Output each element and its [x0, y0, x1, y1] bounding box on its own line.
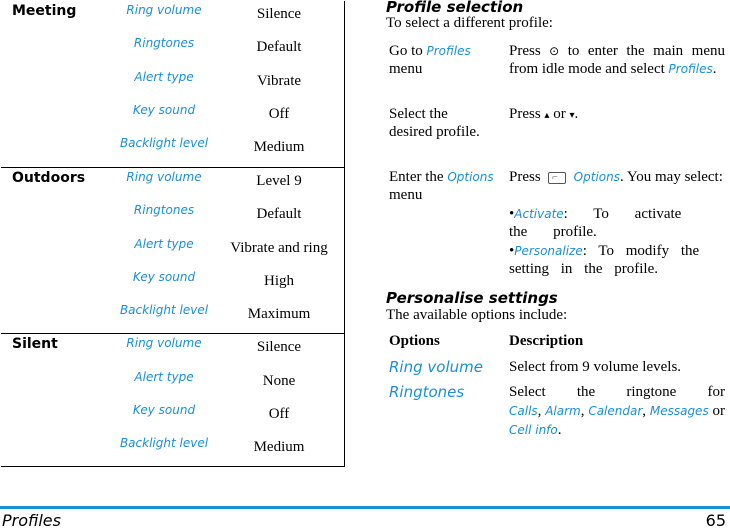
footer-section-title: Profiles — [2, 511, 61, 530]
desc-sep: , — [642, 403, 650, 419]
step-text: Go to — [389, 43, 427, 59]
desc-sep: or — [708, 403, 726, 419]
step-text: menu — [389, 61, 423, 77]
setting-label: Alert type — [134, 70, 194, 84]
action-text: Press — [509, 169, 545, 185]
option-link: Calendar — [588, 404, 643, 418]
setting-label: Ringtones — [133, 36, 195, 50]
setting-value: Maximum — [247, 306, 311, 322]
action-cell — [509, 42, 725, 78]
setting-value: Level 9 — [256, 173, 302, 189]
setting-label: Backlight level — [119, 436, 209, 450]
column-header-description: Description — [509, 333, 584, 349]
profile-group-silent — [1, 333, 345, 466]
step-cell: Select the desired profile. — [389, 106, 480, 140]
option-link: Cell info — [509, 423, 558, 437]
action-cell — [509, 105, 725, 125]
profile-group-meeting — [1, 1, 345, 166]
setting-label: Ring volume — [126, 336, 202, 350]
option-link: Alarm — [545, 404, 581, 418]
action-text: . You may select: — [619, 169, 723, 185]
setting-value: Silence — [256, 339, 302, 355]
setting-label: Alert type — [134, 370, 194, 384]
option-description: Select from 9 volume levels. — [509, 359, 682, 375]
menu-link: Activate — [514, 207, 564, 221]
softkey-glyph: ⌐ — [552, 171, 558, 183]
step-text: Enter the — [389, 169, 448, 185]
setting-label: Alert type — [134, 237, 194, 251]
option-link: Messages — [649, 404, 709, 418]
menu-link: Options — [447, 170, 494, 184]
softkey-icon — [548, 172, 566, 184]
setting-label: Ring volume — [126, 170, 202, 184]
menu-link: Profiles — [668, 62, 713, 76]
setting-value: None — [262, 373, 296, 389]
step-cell — [389, 42, 489, 78]
setting-label: Ringtones — [133, 203, 195, 217]
menu-link: Options — [573, 170, 620, 184]
setting-value: Default — [256, 39, 302, 55]
profile-name: Meeting — [12, 3, 77, 19]
setting-value: Default — [256, 206, 302, 222]
setting-value: Silence — [256, 6, 302, 22]
profile-name: Silent — [12, 336, 58, 352]
ok-key-icon: ⊙ — [549, 44, 560, 58]
step-text: menu — [389, 187, 423, 203]
page-number: 65 — [705, 511, 726, 530]
setting-value: Medium — [253, 139, 305, 155]
bullet-item — [509, 242, 725, 278]
setting-label: Ring volume — [126, 3, 202, 17]
setting-label: Key sound — [132, 403, 196, 417]
action-text: . — [712, 61, 717, 77]
setting-value: Off — [268, 106, 290, 122]
setting-value: Medium — [253, 439, 305, 455]
bullet-dot: • — [509, 206, 515, 222]
profile-name: Outdoors — [12, 170, 86, 186]
up-arrow-icon: ▴ — [544, 110, 550, 121]
action-cell — [509, 168, 725, 186]
option-link: Calls — [509, 404, 538, 418]
desc-text: Select the ringtone for — [509, 384, 725, 400]
menu-link: Profiles — [426, 44, 471, 58]
column-header-options: Options — [389, 333, 440, 349]
menu-link: Personalize — [514, 244, 583, 258]
bullet-dot: • — [509, 243, 515, 259]
action-text: to enter the main menu from idle mode and select — [509, 43, 725, 77]
setting-label: Key sound — [132, 270, 196, 284]
section-intro: The available options include: — [386, 307, 568, 323]
section-heading: Personalise settings — [386, 289, 558, 307]
setting-value: High — [264, 273, 294, 289]
bullet-text: : To activate the profile. — [509, 206, 682, 240]
desc-text: . — [557, 422, 562, 438]
action-text: . — [574, 106, 579, 122]
bullet-text: : To modify the setting in the profile. — [509, 243, 700, 277]
desc-sep: , — [537, 403, 546, 419]
desc-sep: , — [580, 403, 589, 419]
setting-label: Backlight level — [119, 136, 209, 150]
setting-label: Key sound — [132, 103, 196, 117]
action-text: Press — [509, 106, 545, 122]
down-arrow-icon: ▾ — [569, 110, 575, 121]
profile-table — [1, 1, 345, 467]
step-cell — [389, 168, 499, 204]
option-name: Ringtones — [389, 383, 465, 401]
section-heading: Profile selection — [386, 0, 524, 16]
setting-value: Vibrate — [256, 73, 302, 89]
option-name: Ring volume — [389, 358, 483, 376]
footer-divider — [0, 506, 730, 509]
setting-label: Backlight level — [119, 303, 209, 317]
action-text: or — [549, 106, 570, 122]
action-text: Press — [509, 43, 550, 59]
option-description — [509, 383, 725, 440]
section-intro: To select a different profile: — [386, 15, 553, 31]
profile-group-outdoors — [1, 167, 345, 333]
setting-value: Vibrate and ring — [230, 240, 328, 256]
bullet-item — [509, 205, 725, 241]
setting-value: Off — [268, 406, 290, 422]
